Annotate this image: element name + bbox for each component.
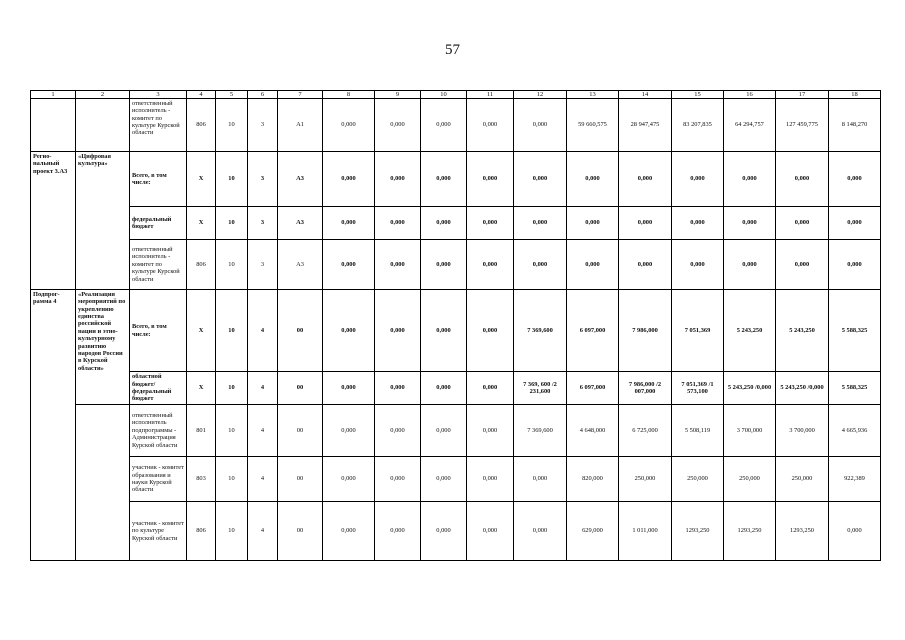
- header-cell: 15: [672, 91, 724, 99]
- cell: 0,000: [323, 207, 375, 240]
- cell: 10: [216, 405, 248, 457]
- cell: 3: [248, 240, 278, 290]
- cell: 820,000: [567, 457, 619, 502]
- executor-cell: областной бюджет/ федеральный бюджет: [130, 372, 187, 405]
- cell: 00: [278, 372, 323, 405]
- executor-cell: ответственный исполнитель - комитет по культуре Курской области: [130, 99, 187, 152]
- cell: 0,000: [375, 99, 421, 152]
- cell: 0,000: [323, 457, 375, 502]
- cell: 4: [248, 457, 278, 502]
- cell: 00: [278, 502, 323, 561]
- cell: 0,000: [375, 502, 421, 561]
- cell: А3: [278, 240, 323, 290]
- cell: 0,000: [323, 152, 375, 207]
- cell: 8 148,270: [829, 99, 881, 152]
- cell: 00: [278, 457, 323, 502]
- header-cell: 6: [248, 91, 278, 99]
- cell: 0,000: [514, 152, 567, 207]
- cell: 250,000: [672, 457, 724, 502]
- cell: 5 243,250: [776, 290, 829, 372]
- cell: 10: [216, 240, 248, 290]
- cell: 0,000: [724, 207, 776, 240]
- cell: 5 588,325: [829, 372, 881, 405]
- cell: 0,000: [514, 457, 567, 502]
- cell: 00: [278, 405, 323, 457]
- cell: А3: [278, 152, 323, 207]
- cell: 0,000: [421, 99, 467, 152]
- cell: 0,000: [375, 372, 421, 405]
- cell: 0,000: [467, 372, 514, 405]
- cell: 0,000: [514, 240, 567, 290]
- name-cell: [76, 405, 130, 561]
- cell: 0,000: [421, 457, 467, 502]
- cell: 0,000: [467, 99, 514, 152]
- cell: 4: [248, 290, 278, 372]
- name-cell: «Цифровая культура»: [76, 152, 130, 290]
- cell: Х: [187, 152, 216, 207]
- page-number: 57: [445, 42, 460, 58]
- cell: Х: [187, 372, 216, 405]
- header-cell: 7: [278, 91, 323, 99]
- cell: 6 097,000: [567, 372, 619, 405]
- cell: 0,000: [421, 240, 467, 290]
- cell: 7 051,369 /1 573,100: [672, 372, 724, 405]
- cell: 0,000: [375, 240, 421, 290]
- cell: 0,000: [421, 152, 467, 207]
- cell: 0,000: [467, 457, 514, 502]
- cell: 0,000: [467, 502, 514, 561]
- cell: 0,000: [323, 405, 375, 457]
- cell: 0,000: [467, 207, 514, 240]
- header-cell: 13: [567, 91, 619, 99]
- cell: 0,000: [323, 99, 375, 152]
- cell: 250,000: [619, 457, 672, 502]
- program-cell: Подпрог-рамма 4: [31, 290, 76, 561]
- cell: 0,000: [421, 502, 467, 561]
- cell: 7 986,000 /2 007,000: [619, 372, 672, 405]
- cell: 0,000: [467, 405, 514, 457]
- cell: 4: [248, 502, 278, 561]
- cell: 10: [216, 152, 248, 207]
- cell: 3: [248, 152, 278, 207]
- cell: 7 369,600: [514, 290, 567, 372]
- header-cell: 12: [514, 91, 567, 99]
- cell: 0,000: [776, 152, 829, 207]
- cell: 0,000: [829, 240, 881, 290]
- header-cell: 8: [323, 91, 375, 99]
- cell: 6 725,000: [619, 405, 672, 457]
- cell: 7 369,600: [514, 405, 567, 457]
- table-row: [31, 457, 881, 502]
- cell: 0,000: [829, 502, 881, 561]
- cell: 4 648,000: [567, 405, 619, 457]
- cell: 7 986,000: [619, 290, 672, 372]
- cell: 806: [187, 99, 216, 152]
- cell: 0,000: [672, 240, 724, 290]
- cell: 0,000: [375, 290, 421, 372]
- cell: 3: [248, 207, 278, 240]
- cell: 83 207,835: [672, 99, 724, 152]
- cell: А1: [278, 99, 323, 152]
- cell: 0,000: [619, 152, 672, 207]
- cell: 0,000: [829, 152, 881, 207]
- table-row: [31, 502, 881, 561]
- cell: 922,389: [829, 457, 881, 502]
- header-cell: 17: [776, 91, 829, 99]
- cell: 0,000: [467, 240, 514, 290]
- cell: 0,000: [467, 152, 514, 207]
- cell: 0,000: [323, 372, 375, 405]
- cell: 0,000: [776, 240, 829, 290]
- cell: 0,000: [375, 152, 421, 207]
- cell: 7 369, 600 /2 231,600: [514, 372, 567, 405]
- executor-cell: ответственный исполнитель - комитет по культуре Курской области: [130, 240, 187, 290]
- cell: 3 700,000: [776, 405, 829, 457]
- cell: 7 051,369: [672, 290, 724, 372]
- cell: 0,000: [421, 405, 467, 457]
- cell: 59 660,575: [567, 99, 619, 152]
- cell: 10: [216, 207, 248, 240]
- cell: 0,000: [375, 457, 421, 502]
- cell: 127 459,775: [776, 99, 829, 152]
- cell: 0,000: [724, 240, 776, 290]
- cell: 5 243,250 /0,000: [724, 372, 776, 405]
- cell: 5 243,250: [724, 290, 776, 372]
- cell: Х: [187, 207, 216, 240]
- cell: 0,000: [672, 207, 724, 240]
- name-cell: «Реализация мероприятий по укреплению единства российской нации и этно-культурному развитию народов России в Курской области»: [76, 290, 130, 405]
- header-cell: 1: [31, 91, 76, 99]
- header-cell: 3: [130, 91, 187, 99]
- cell: 250,000: [724, 457, 776, 502]
- executor-cell: ответственный исполнитель подпрограммы - Администрация Курской области: [130, 405, 187, 457]
- cell: 3 700,000: [724, 405, 776, 457]
- cell: 64 294,757: [724, 99, 776, 152]
- table-row: [31, 152, 881, 207]
- cell: 5 508,119: [672, 405, 724, 457]
- header-cell: 16: [724, 91, 776, 99]
- table-row: [31, 290, 881, 372]
- cell: 5 588,325: [829, 290, 881, 372]
- cell: 0,000: [375, 405, 421, 457]
- cell: 0,000: [672, 152, 724, 207]
- header-cell: 18: [829, 91, 881, 99]
- cell: 0,000: [619, 240, 672, 290]
- cell: 0,000: [567, 207, 619, 240]
- table-row: [31, 405, 881, 457]
- program-cell: [31, 99, 76, 152]
- table-row: [31, 372, 881, 405]
- cell: 0,000: [323, 240, 375, 290]
- table-row: [31, 240, 881, 290]
- cell: 0,000: [421, 290, 467, 372]
- header-cell: 10: [421, 91, 467, 99]
- cell: 5 243,250 /0,000: [776, 372, 829, 405]
- cell: 10: [216, 502, 248, 561]
- cell: 250,000: [776, 457, 829, 502]
- cell: 806: [187, 502, 216, 561]
- cell: 4: [248, 372, 278, 405]
- cell: 3: [248, 99, 278, 152]
- header-cell: 4: [187, 91, 216, 99]
- cell: 10: [216, 457, 248, 502]
- cell: 0,000: [567, 240, 619, 290]
- cell: 0,000: [421, 207, 467, 240]
- cell: 4: [248, 405, 278, 457]
- header-cell: 9: [375, 91, 421, 99]
- budget-table: [30, 90, 881, 561]
- cell: 0,000: [829, 207, 881, 240]
- header-row: [31, 91, 881, 99]
- cell: 0,000: [776, 207, 829, 240]
- executor-cell: Всего, в том числе:: [130, 152, 187, 207]
- executor-cell: Всего, в том числе:: [130, 290, 187, 372]
- cell: 0,000: [567, 152, 619, 207]
- table-row: [31, 99, 881, 152]
- header-cell: 11: [467, 91, 514, 99]
- program-cell: Регио-нальный проект 3.А3: [31, 152, 76, 290]
- cell: 801: [187, 405, 216, 457]
- table-row: [31, 207, 881, 240]
- cell: 0,000: [323, 502, 375, 561]
- cell: 10: [216, 99, 248, 152]
- cell: Х: [187, 290, 216, 372]
- cell: 0,000: [467, 290, 514, 372]
- header-cell: 2: [76, 91, 130, 99]
- header-cell: 14: [619, 91, 672, 99]
- header-cell: 5: [216, 91, 248, 99]
- cell: 1 011,000: [619, 502, 672, 561]
- executor-cell: федеральный бюджет: [130, 207, 187, 240]
- cell: 0,000: [375, 207, 421, 240]
- cell: 0,000: [619, 207, 672, 240]
- executor-cell: участник - комитет по культуре Курской области: [130, 502, 187, 561]
- cell: 28 947,475: [619, 99, 672, 152]
- cell: 0,000: [724, 152, 776, 207]
- cell: 10: [216, 290, 248, 372]
- cell: 10: [216, 372, 248, 405]
- cell: 0,000: [514, 99, 567, 152]
- cell: 4 665,936: [829, 405, 881, 457]
- executor-cell: участник - комитет образования и науки Курской области: [130, 457, 187, 502]
- cell: 803: [187, 457, 216, 502]
- cell: 0,000: [421, 372, 467, 405]
- name-cell: [76, 99, 130, 152]
- cell: 1293,250: [724, 502, 776, 561]
- cell: А3: [278, 207, 323, 240]
- cell: 629,000: [567, 502, 619, 561]
- cell: 1293,250: [672, 502, 724, 561]
- cell: 0,000: [514, 207, 567, 240]
- cell: 0,000: [323, 290, 375, 372]
- cell: 6 097,000: [567, 290, 619, 372]
- cell: 806: [187, 240, 216, 290]
- cell: 00: [278, 290, 323, 372]
- cell: 1293,250: [776, 502, 829, 561]
- cell: 0,000: [514, 502, 567, 561]
